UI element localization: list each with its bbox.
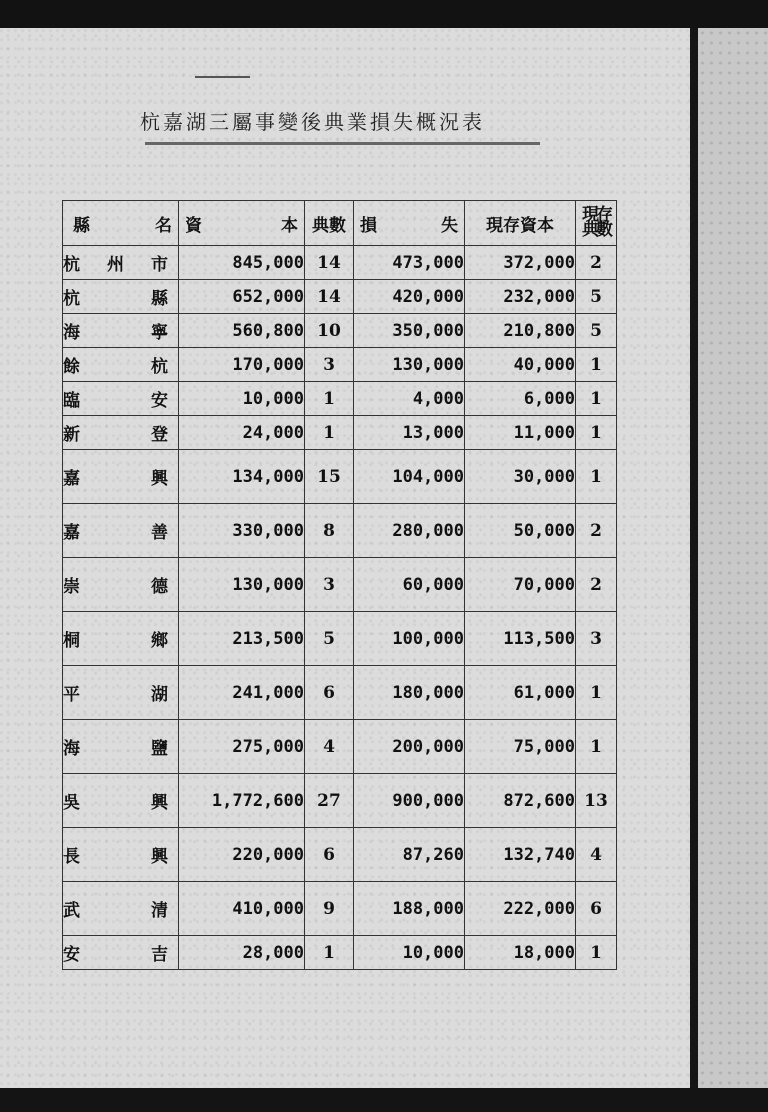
county-char: 州 (107, 255, 124, 275)
cell-pawnshop-count: 10 (305, 314, 354, 348)
county-char: 湖 (151, 685, 168, 705)
table-row (63, 314, 617, 348)
county-char: 安 (151, 391, 168, 411)
cell-pawnshop-count: 3 (305, 558, 354, 612)
cell-county (63, 314, 179, 348)
county-char: 崇 (63, 577, 80, 597)
county-char: 清 (151, 901, 168, 921)
cell-capital: 845,000 (179, 246, 305, 280)
cell-county (63, 882, 179, 936)
header-loss: 損 失 (354, 201, 465, 246)
cell-capital: 134,000 (179, 450, 305, 504)
cell-loss: 100,000 (354, 612, 465, 666)
header-capital: 資 本 (179, 201, 305, 246)
cell-remaining-capital: 132,740 (465, 828, 576, 882)
cell-capital: 560,800 (179, 314, 305, 348)
county-char: 善 (151, 523, 168, 543)
cell-current-count: 2 (576, 558, 617, 612)
cell-pawnshop-count: 1 (305, 936, 354, 970)
pawn-loss-table (62, 200, 617, 970)
cell-current-count: 5 (576, 314, 617, 348)
cell-loss: 420,000 (354, 280, 465, 314)
cell-capital: 220,000 (179, 828, 305, 882)
county-char: 臨 (63, 391, 80, 411)
header-pawnshop-count: 典數 (305, 201, 354, 246)
cell-current-count: 13 (576, 774, 617, 828)
table-header-row (63, 201, 617, 246)
table-row (63, 666, 617, 720)
cell-current-count: 2 (576, 246, 617, 280)
cell-current-count: 2 (576, 504, 617, 558)
cell-capital: 410,000 (179, 882, 305, 936)
cell-loss: 4,000 (354, 382, 465, 416)
county-char: 海 (63, 323, 80, 343)
cell-loss: 200,000 (354, 720, 465, 774)
cell-loss: 130,000 (354, 348, 465, 382)
cell-remaining-capital: 210,800 (465, 314, 576, 348)
cell-capital: 275,000 (179, 720, 305, 774)
table-body (63, 246, 617, 970)
cell-loss: 60,000 (354, 558, 465, 612)
cell-capital: 170,000 (179, 348, 305, 382)
table-row (63, 828, 617, 882)
cell-capital: 130,000 (179, 558, 305, 612)
county-char: 嘉 (63, 469, 80, 489)
county-char: 鹽 (151, 739, 168, 759)
county-char: 杭 (151, 357, 168, 377)
cell-loss: 87,260 (354, 828, 465, 882)
cell-remaining-capital: 30,000 (465, 450, 576, 504)
cell-capital: 24,000 (179, 416, 305, 450)
county-char: 新 (63, 425, 80, 445)
cell-pawnshop-count: 1 (305, 382, 354, 416)
cell-pawnshop-count: 1 (305, 416, 354, 450)
cell-loss: 10,000 (354, 936, 465, 970)
table-row (63, 882, 617, 936)
scan-bottom-border (0, 1088, 768, 1112)
cell-current-count: 1 (576, 348, 617, 382)
header-county: 縣 名 (63, 201, 179, 246)
cell-capital: 28,000 (179, 936, 305, 970)
county-char: 興 (151, 847, 168, 867)
cell-remaining-capital: 372,000 (465, 246, 576, 280)
title-underline (145, 142, 540, 145)
cell-current-count: 5 (576, 280, 617, 314)
cell-current-count: 4 (576, 828, 617, 882)
cell-loss: 104,000 (354, 450, 465, 504)
cell-remaining-capital: 18,000 (465, 936, 576, 970)
cell-pawnshop-count: 14 (305, 246, 354, 280)
county-char: 餘 (63, 357, 80, 377)
table-row (63, 774, 617, 828)
cell-pawnshop-count: 4 (305, 720, 354, 774)
cell-pawnshop-count: 5 (305, 612, 354, 666)
cell-county (63, 450, 179, 504)
cell-capital: 1,772,600 (179, 774, 305, 828)
cell-county (63, 720, 179, 774)
table-row (63, 382, 617, 416)
cell-county (63, 280, 179, 314)
cell-loss: 180,000 (354, 666, 465, 720)
county-char: 市 (151, 255, 168, 275)
cell-capital: 330,000 (179, 504, 305, 558)
table-row (63, 246, 617, 280)
cell-county (63, 558, 179, 612)
cell-county (63, 416, 179, 450)
cell-current-count: 1 (576, 416, 617, 450)
cell-current-count: 3 (576, 612, 617, 666)
cell-remaining-capital: 222,000 (465, 882, 576, 936)
cell-remaining-capital: 61,000 (465, 666, 576, 720)
scan-top-border (0, 0, 768, 30)
table-row (63, 348, 617, 382)
top-mark (195, 76, 250, 78)
cell-loss: 13,000 (354, 416, 465, 450)
county-char: 登 (151, 425, 168, 445)
cell-remaining-capital: 40,000 (465, 348, 576, 382)
page-title: 杭嘉湖三屬事變後典業損失概況表 (140, 110, 485, 134)
cell-current-count: 1 (576, 666, 617, 720)
cell-loss: 473,000 (354, 246, 465, 280)
county-char: 鄉 (151, 631, 168, 651)
cell-capital: 652,000 (179, 280, 305, 314)
county-char: 興 (151, 469, 168, 489)
county-char: 長 (63, 847, 80, 867)
county-char: 寧 (151, 323, 168, 343)
header-remaining-capital: 現存資本 (465, 201, 576, 246)
cell-current-count: 6 (576, 882, 617, 936)
cell-county (63, 504, 179, 558)
county-char: 嘉 (63, 523, 80, 543)
table-row (63, 416, 617, 450)
cell-current-count: 1 (576, 720, 617, 774)
cell-remaining-capital: 6,000 (465, 382, 576, 416)
cell-capital: 241,000 (179, 666, 305, 720)
cell-pawnshop-count: 14 (305, 280, 354, 314)
table-row (63, 504, 617, 558)
county-char: 縣 (151, 289, 168, 309)
cell-remaining-capital: 872,600 (465, 774, 576, 828)
cell-current-count: 1 (576, 382, 617, 416)
cell-remaining-capital: 113,500 (465, 612, 576, 666)
cell-county (63, 246, 179, 280)
cell-remaining-capital: 70,000 (465, 558, 576, 612)
table-row (63, 720, 617, 774)
county-char: 桐 (63, 631, 80, 651)
cell-capital: 10,000 (179, 382, 305, 416)
cell-remaining-capital: 11,000 (465, 416, 576, 450)
cell-county (63, 348, 179, 382)
cell-loss: 280,000 (354, 504, 465, 558)
cell-current-count: 1 (576, 450, 617, 504)
county-char: 興 (151, 793, 168, 813)
table-row (63, 450, 617, 504)
cell-pawnshop-count: 15 (305, 450, 354, 504)
county-char: 杭 (63, 289, 80, 309)
cell-capital: 213,500 (179, 612, 305, 666)
county-char: 杭 (63, 255, 80, 275)
county-char: 武 (63, 901, 80, 921)
table-row (63, 936, 617, 970)
county-char: 海 (63, 739, 80, 759)
cell-county (63, 936, 179, 970)
table-row (63, 280, 617, 314)
facing-page-edge (698, 28, 768, 1088)
cell-county (63, 828, 179, 882)
cell-loss: 350,000 (354, 314, 465, 348)
cell-pawnshop-count: 8 (305, 504, 354, 558)
cell-remaining-capital: 75,000 (465, 720, 576, 774)
county-char: 吉 (151, 945, 168, 965)
cell-county (63, 774, 179, 828)
cell-pawnshop-count: 27 (305, 774, 354, 828)
table-row (63, 558, 617, 612)
county-char: 平 (63, 685, 80, 705)
header-current-count: 現典存數 (576, 201, 617, 246)
cell-remaining-capital: 50,000 (465, 504, 576, 558)
cell-loss: 900,000 (354, 774, 465, 828)
cell-pawnshop-count: 6 (305, 828, 354, 882)
county-char: 德 (151, 577, 168, 597)
book-gutter (690, 28, 698, 1088)
cell-county (63, 666, 179, 720)
cell-current-count: 1 (576, 936, 617, 970)
cell-pawnshop-count: 6 (305, 666, 354, 720)
cell-loss: 188,000 (354, 882, 465, 936)
cell-remaining-capital: 232,000 (465, 280, 576, 314)
cell-county (63, 612, 179, 666)
county-char: 安 (63, 945, 80, 965)
cell-county (63, 382, 179, 416)
county-char: 吳 (63, 793, 80, 813)
table-row (63, 612, 617, 666)
cell-pawnshop-count: 9 (305, 882, 354, 936)
cell-pawnshop-count: 3 (305, 348, 354, 382)
